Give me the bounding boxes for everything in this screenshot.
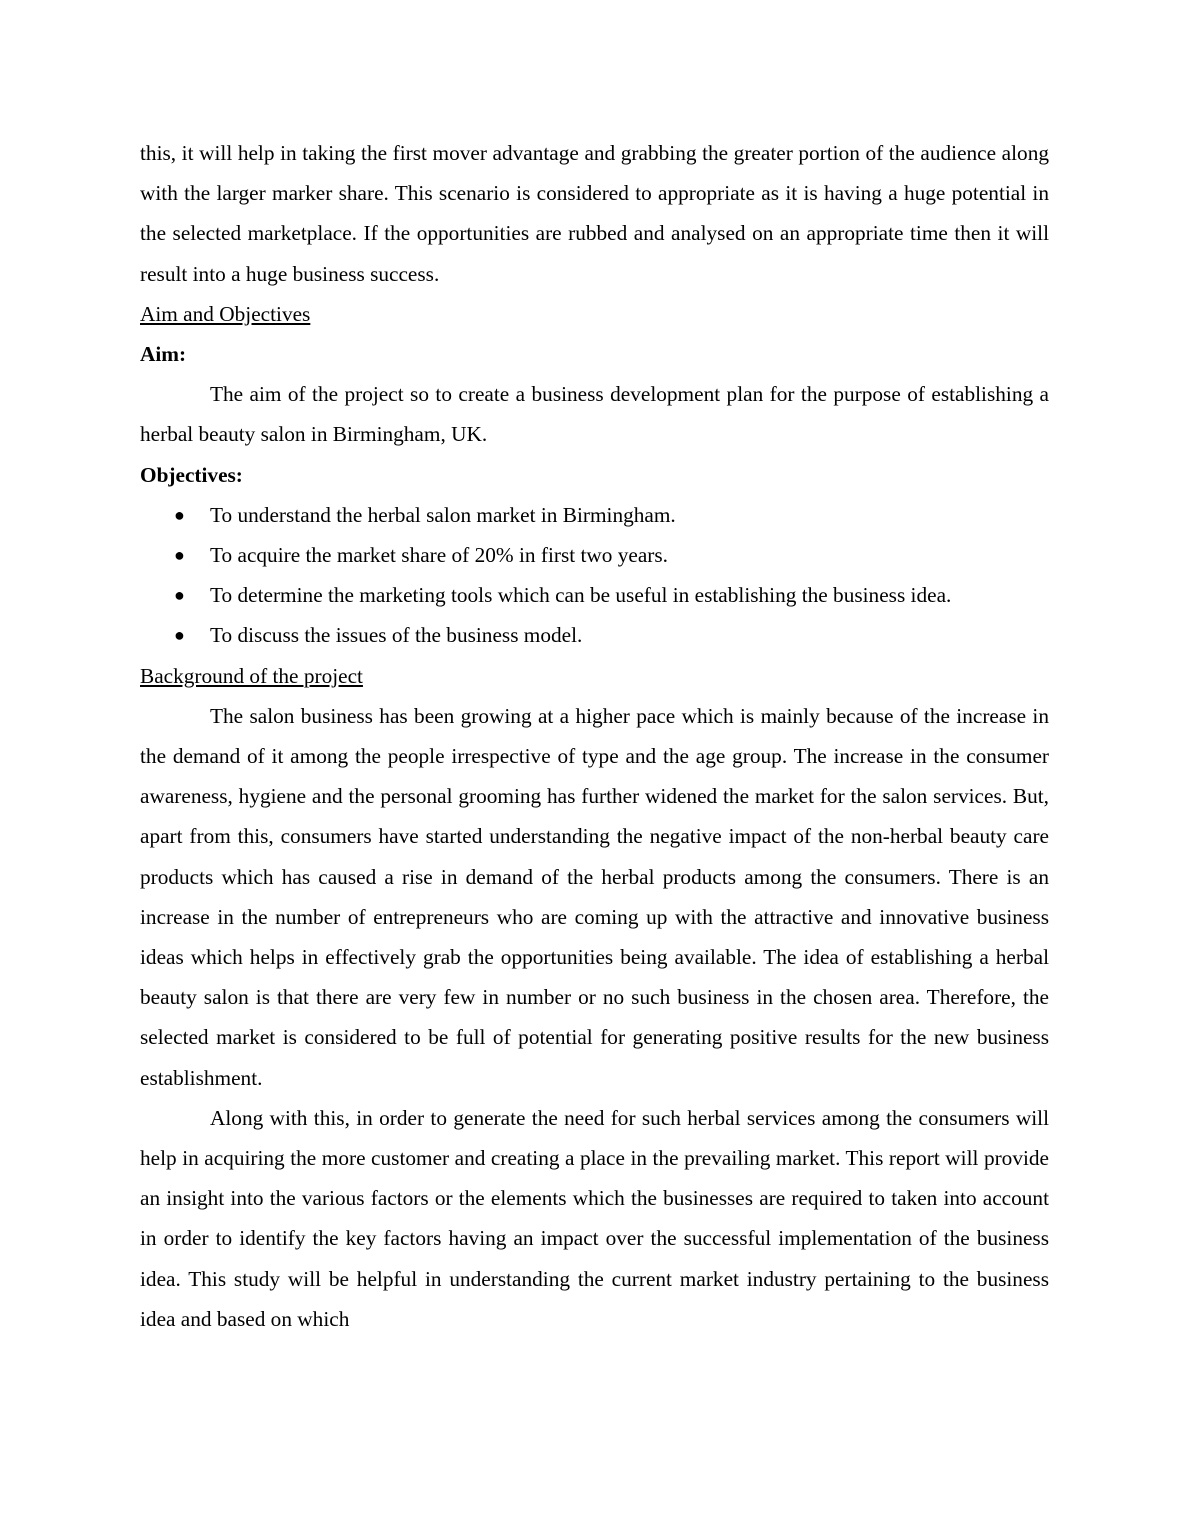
aims-heading: Aim and Objectives bbox=[140, 301, 311, 326]
aim-label: Aim: bbox=[140, 342, 187, 367]
bullet-icon: ● bbox=[174, 625, 185, 646]
objective-text: To acquire the market share of 20% in first two years. bbox=[210, 543, 669, 568]
intro-paragraph: this, it will help in taking the first mover advantage and grabbing the greater portion of the audience along with the larger marker share. This scenario is considered to appropriate as it is having a huge potential in the selected marketplace. If the opportunities are rubbed and analysed on an appropriate time then it will result into a huge business success. bbox=[140, 141, 1049, 286]
objective-text: To determine the marketing tools which can be useful in establishing the business idea. bbox=[210, 583, 952, 608]
objectives-label: Objectives: bbox=[140, 462, 243, 487]
aim-paragraph: The aim of the project so to create a business development plan for the purpose of establishing a herbal beauty salon in Birmingham, UK. bbox=[140, 382, 1049, 447]
objective-item bbox=[140, 575, 1049, 615]
background-paragraph-1: The salon business has been growing at a higher pace which is mainly because of the increase in the demand of it among the people irrespective of type and the age group. The increase in the consumer awareness, hygiene and the personal grooming has further widened the market for the salon services. But, apart from this, consumers have started understanding the negative impact of the non-herbal beauty care products which has caused a rise in demand of the herbal products among the consumers. There is an increase in the number of entrepreneurs who are coming up with the attractive and innovative business ideas which helps in effectively grab the opportunities being available. The idea of establishing a herbal beauty salon is that there are very few in number or no such business in the chosen area. Therefore, the selected market is considered to be full of potential for generating positive results for the new business establishment. bbox=[140, 703, 1049, 1090]
bullet-icon: ● bbox=[174, 585, 185, 606]
objective-text: To discuss the issues of the business model. bbox=[210, 623, 583, 648]
background-paragraph-2: Along with this, in order to generate the need for such herbal services among the consumers will help in acquiring the more customer and creating a place in the prevailing market. This report will provide an insight into the various factors or the elements which the businesses are required to taken into account in order to identify the key factors having an impact over the successful implementation of the business idea. This study will be helpful in understanding the current market industry pertaining to the business idea and based on which bbox=[140, 1105, 1049, 1331]
objective-item bbox=[140, 535, 1049, 575]
bullet-icon: ● bbox=[174, 504, 185, 525]
background-heading: Background of the project bbox=[140, 663, 363, 688]
objective-text: To understand the herbal salon market in Birmingham. bbox=[210, 502, 676, 527]
document-page bbox=[140, 133, 1049, 1339]
objectives-list bbox=[140, 495, 1049, 656]
bullet-icon: ● bbox=[174, 545, 185, 566]
objective-item bbox=[140, 495, 1049, 535]
objective-item bbox=[140, 615, 1049, 655]
